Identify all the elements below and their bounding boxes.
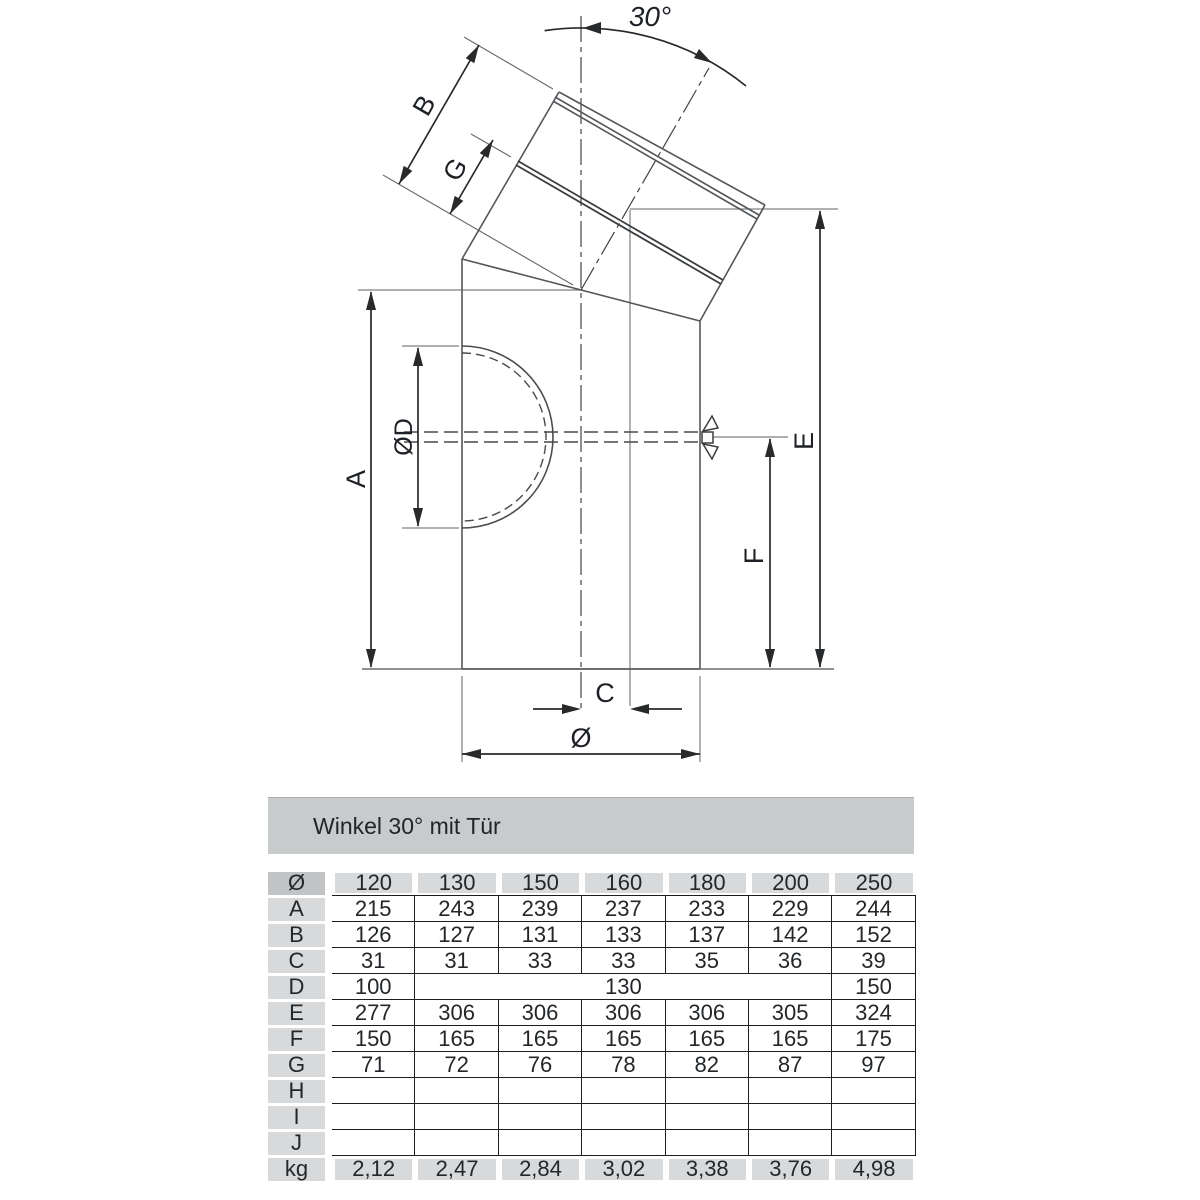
data-cell <box>332 1130 415 1156</box>
data-cell: 126 <box>332 922 415 948</box>
data-cell: 306 <box>666 1000 749 1026</box>
data-cell: 31 <box>332 948 415 974</box>
data-cell: 277 <box>332 1000 415 1026</box>
data-cell: 150 <box>332 1026 415 1052</box>
row-label-chip: F <box>268 1028 325 1051</box>
data-cell <box>666 1104 749 1130</box>
row-label-chip: A <box>268 898 325 921</box>
row-label-cell <box>268 922 325 948</box>
data-cell <box>332 1078 415 1104</box>
data-cell: 233 <box>666 896 749 922</box>
data-cell: 306 <box>499 1000 582 1026</box>
weight-chip: 3,02 <box>585 1159 662 1180</box>
data-cell <box>749 1104 832 1130</box>
gap-cell <box>325 948 332 974</box>
dimension-arrowheads <box>366 22 825 759</box>
weight-cell <box>582 1156 665 1182</box>
gap-cell <box>325 1130 332 1156</box>
gap-cell <box>325 1000 332 1026</box>
dim-label-c: C <box>595 678 615 708</box>
weight-chip: 2,12 <box>335 1159 412 1180</box>
data-cell: 87 <box>749 1052 832 1078</box>
data-cell <box>666 1130 749 1156</box>
data-cell: 33 <box>582 948 665 974</box>
row-label-cell <box>268 896 325 922</box>
data-cell: 243 <box>415 896 498 922</box>
weight-cell <box>499 1156 582 1182</box>
row-label-cell <box>268 948 325 974</box>
data-cell: 127 <box>415 922 498 948</box>
centerlines <box>581 16 709 712</box>
gap-cell <box>325 974 332 1000</box>
data-cell: 244 <box>832 896 915 922</box>
door-inner-arc <box>462 353 546 521</box>
data-cell: 130 <box>415 974 832 1000</box>
data-cell: 239 <box>499 896 582 922</box>
gap-cell <box>325 922 332 948</box>
data-cell <box>415 1104 498 1130</box>
row-label-chip: kg <box>268 1158 325 1181</box>
data-cell: 306 <box>415 1000 498 1026</box>
row-label-chip: I <box>268 1106 325 1129</box>
row-label-cell <box>268 1000 325 1026</box>
weight-cell <box>332 1156 415 1182</box>
data-cell: 324 <box>832 1000 915 1026</box>
dim-label-f: F <box>739 547 769 565</box>
data-cell: 36 <box>749 948 832 974</box>
column-header-chip: 120 <box>335 873 412 893</box>
weight-chip: 3,38 <box>669 1159 746 1180</box>
column-header-chip: 200 <box>752 873 829 893</box>
dim-label-a: A <box>341 469 371 489</box>
data-cell <box>582 1104 665 1130</box>
data-cell: 100 <box>332 974 415 1000</box>
column-header-cell <box>415 870 498 896</box>
row-label-chip: D <box>268 976 325 999</box>
data-cell <box>332 1104 415 1130</box>
dimension-lines <box>371 28 820 754</box>
row-label-chip: B <box>268 924 325 947</box>
data-cell: 133 <box>582 922 665 948</box>
weight-cell <box>415 1156 498 1182</box>
row-label-cell <box>268 974 325 1000</box>
row-label-cell <box>268 1156 325 1182</box>
dim-label-g: G <box>436 152 474 187</box>
data-cell <box>832 1130 915 1156</box>
table-title-band <box>268 797 914 854</box>
row-label-chip: E <box>268 1002 325 1025</box>
dim-label-dia: Ø <box>570 723 592 753</box>
dimension-table <box>268 870 916 1182</box>
data-cell: 72 <box>415 1052 498 1078</box>
data-cell <box>415 1130 498 1156</box>
data-cell: 305 <box>749 1000 832 1026</box>
column-header-cell <box>832 870 915 896</box>
data-cell: 71 <box>332 1052 415 1078</box>
row-label-chip: G <box>268 1054 325 1077</box>
data-cell: 142 <box>749 922 832 948</box>
column-header-chip: 180 <box>669 873 746 893</box>
column-header-cell <box>499 870 582 896</box>
data-cell <box>832 1078 915 1104</box>
data-cell: 165 <box>749 1026 832 1052</box>
column-header-cell <box>749 870 832 896</box>
gap-cell <box>325 896 332 922</box>
data-cell <box>582 1130 665 1156</box>
data-cell: 237 <box>582 896 665 922</box>
crimp-lines <box>516 161 723 284</box>
gap-cell <box>325 1156 332 1182</box>
data-cell: 165 <box>666 1026 749 1052</box>
data-cell: 215 <box>332 896 415 922</box>
data-cell: 152 <box>832 922 915 948</box>
data-cell: 150 <box>832 974 915 1000</box>
row-label-cell <box>268 1104 325 1130</box>
column-header-chip: 130 <box>418 873 495 893</box>
weight-chip: 2,84 <box>502 1159 579 1180</box>
data-cell: 33 <box>499 948 582 974</box>
gap-cell <box>325 1026 332 1052</box>
row-label-cell <box>268 1052 325 1078</box>
data-cell: 175 <box>832 1026 915 1052</box>
corner-label: Ø <box>268 872 325 895</box>
dim-label-door-dia: ØD <box>390 418 418 456</box>
weight-chip: 3,76 <box>752 1159 829 1180</box>
data-cell: 35 <box>666 948 749 974</box>
gap-cell <box>325 1052 332 1078</box>
data-cell: 137 <box>666 922 749 948</box>
gap-cell <box>325 1078 332 1104</box>
data-cell: 165 <box>582 1026 665 1052</box>
weight-cell <box>749 1156 832 1182</box>
column-header-chip: 160 <box>585 873 662 893</box>
column-header-cell <box>332 870 415 896</box>
data-cell: 76 <box>499 1052 582 1078</box>
pipe-outline <box>462 92 765 669</box>
data-cell: 165 <box>415 1026 498 1052</box>
row-label-chip: J <box>268 1132 325 1155</box>
angle-label: 30° <box>628 1 672 32</box>
data-cell: 82 <box>666 1052 749 1078</box>
table-title: Winkel 30° mit Tür <box>313 812 501 839</box>
column-header-chip: 250 <box>835 873 912 893</box>
data-cell: 306 <box>582 1000 665 1026</box>
data-cell <box>499 1078 582 1104</box>
weight-chip: 4,98 <box>835 1159 912 1180</box>
data-cell: 31 <box>415 948 498 974</box>
data-cell <box>832 1104 915 1130</box>
data-cell: 229 <box>749 896 832 922</box>
data-cell <box>415 1078 498 1104</box>
row-label-cell <box>268 1078 325 1104</box>
data-cell: 78 <box>582 1052 665 1078</box>
data-cell <box>499 1130 582 1156</box>
data-cell <box>499 1104 582 1130</box>
row-label-cell <box>268 1130 325 1156</box>
data-cell <box>666 1078 749 1104</box>
door-outer-arc <box>462 346 553 528</box>
data-cell: 165 <box>499 1026 582 1052</box>
row-label-cell <box>268 1026 325 1052</box>
corner-cell <box>268 870 325 896</box>
gap-cell <box>325 870 332 896</box>
data-cell <box>749 1078 832 1104</box>
weight-chip: 2,47 <box>418 1159 495 1180</box>
data-cell: 39 <box>832 948 915 974</box>
door-slot-lines <box>404 432 700 442</box>
data-cell: 131 <box>499 922 582 948</box>
data-cell: 97 <box>832 1052 915 1078</box>
data-cell <box>749 1130 832 1156</box>
dim-label-b: B <box>406 90 442 121</box>
weight-cell <box>666 1156 749 1182</box>
dim-label-e: E <box>789 431 819 451</box>
row-label-chip: C <box>268 950 325 973</box>
row-label-chip: H <box>268 1080 325 1103</box>
gap-cell <box>325 1104 332 1130</box>
column-header-chip: 150 <box>502 873 579 893</box>
weight-cell <box>832 1156 915 1182</box>
column-header-cell <box>666 870 749 896</box>
column-header-cell <box>582 870 665 896</box>
data-cell <box>582 1078 665 1104</box>
